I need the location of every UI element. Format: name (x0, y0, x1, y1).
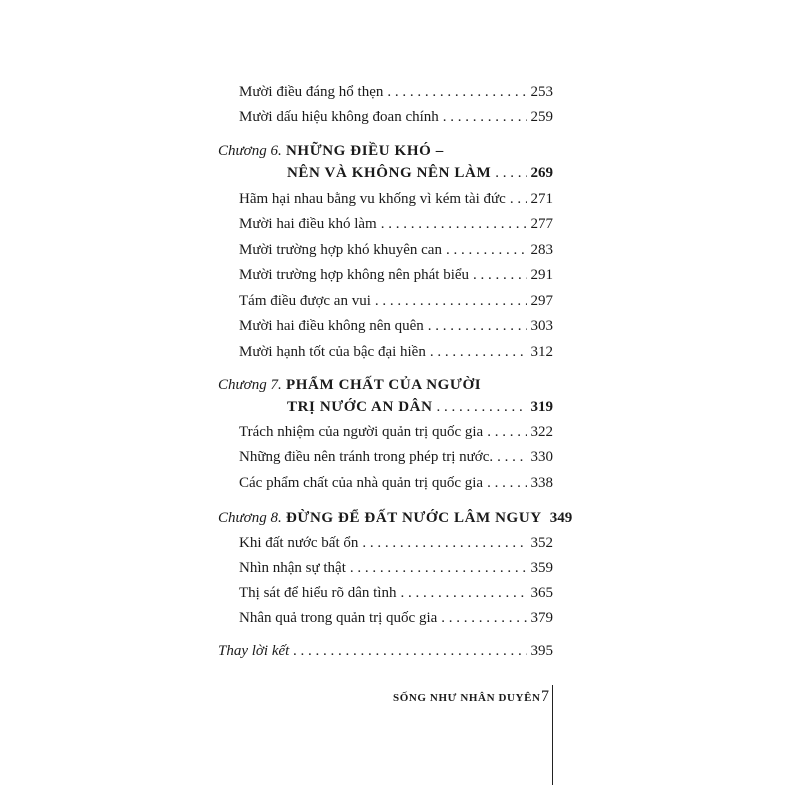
leader-dots (362, 533, 526, 553)
toc-entry-page: 359 (530, 560, 553, 576)
toc-entry (239, 533, 553, 553)
chapter-page: 319 (530, 399, 553, 415)
chapter-heading-continued (287, 163, 553, 183)
toc-entry-title: Mười điều đáng hổ thẹn (239, 84, 384, 100)
toc-entry-page: 352 (530, 535, 553, 551)
chapter-label: Chương 8. (218, 510, 282, 526)
chapter-title: TRỊ NƯỚC AN DÂN (287, 399, 433, 415)
chapter-title: NHỮNG ĐIỀU KHÓ – (286, 143, 444, 159)
leader-dots (387, 82, 526, 102)
toc-entry-page: 338 (530, 475, 553, 491)
toc-entry (239, 214, 553, 234)
toc-entry-page: 312 (530, 344, 553, 360)
toc-entry (239, 583, 553, 603)
toc-entry-page: 271 (530, 191, 553, 207)
toc-entry-title: Các phẩm chất của nhà quản trị quốc gia (239, 475, 484, 491)
chapter-title: NÊN VÀ KHÔNG NÊN LÀM (287, 165, 492, 181)
page-number: 7 (541, 688, 549, 705)
toc-entry-title: Nhìn nhận sự thật (239, 560, 346, 576)
chapter-label: Chương 6. (218, 143, 282, 159)
leader-dots (375, 291, 527, 311)
chapter-heading (218, 508, 573, 528)
toc-entry-closing (218, 641, 553, 661)
leader-dots (497, 447, 526, 467)
toc-entry (239, 608, 553, 628)
toc-entry (239, 107, 553, 127)
toc-entry-title: Nhân quả trong quản trị quốc gia (239, 610, 438, 626)
chapter-heading-continued (287, 397, 553, 417)
toc-entry-page: 259 (530, 109, 553, 125)
toc-entry (239, 447, 553, 467)
toc-entry (239, 189, 553, 209)
toc-entry (239, 82, 553, 102)
chapter-page: 349 (549, 510, 573, 526)
toc-entry-page: 283 (530, 242, 553, 258)
leader-dots (428, 316, 527, 336)
leader-dots (437, 397, 527, 417)
toc-entry-title: Thị sát để hiểu rõ dân tình (239, 585, 397, 601)
toc-entry (239, 316, 553, 336)
chapter-title: ĐỪNG ĐỂ ĐẤT NƯỚC LÂM NGUY (286, 510, 542, 526)
leader-dots (350, 558, 527, 578)
toc-entry-page: 379 (530, 610, 553, 626)
toc-entry-page: 395 (530, 643, 553, 659)
toc-entry (239, 240, 553, 260)
toc-entry-page: 277 (530, 216, 553, 232)
toc-entry (239, 422, 553, 442)
leader-dots (446, 240, 527, 260)
toc-entry (239, 342, 553, 362)
toc-entry-title: Tám điều được an vui (239, 293, 371, 309)
toc-entry-title: Mười trường hợp không nên phát biểu (239, 267, 470, 283)
toc-entry-page: 291 (530, 267, 553, 283)
chapter-page: 269 (530, 165, 553, 181)
chapter-title: PHẨM CHẤT CỦA NGƯỜI (286, 377, 482, 393)
chapter-label: Chương 7. (218, 377, 282, 393)
toc-entry-title: Mười trường hợp khó khuyên can (239, 242, 442, 258)
toc-entry-page: 365 (530, 585, 553, 601)
toc-entry-title: Mười hai điều khó làm (239, 216, 377, 232)
toc-entry-title: Mười dấu hiệu không đoan chính (239, 109, 439, 125)
toc-entry-page: 330 (530, 449, 553, 465)
leader-dots (510, 189, 527, 209)
toc-entry-title: Thay lời kết (218, 643, 290, 659)
toc-entry-page: 322 (530, 424, 553, 440)
leader-dots (443, 107, 527, 127)
toc-entry-title: Mười hạnh tốt của bậc đại hiền (239, 344, 426, 360)
leader-dots (487, 422, 526, 442)
chapter-heading (218, 141, 553, 161)
leader-dots (441, 608, 526, 628)
leader-dots (430, 342, 527, 362)
leader-dots (473, 265, 526, 285)
toc-entry-title: Mười hai điều không nên quên (239, 318, 424, 334)
running-footer-title: SỐNG NHƯ NHÂN DUYÊN (393, 692, 541, 704)
toc-entry-page: 297 (530, 293, 553, 309)
leader-dots (400, 583, 526, 603)
toc-entry (239, 558, 553, 578)
toc-entry-page: 303 (530, 318, 553, 334)
footer-vertical-rule (552, 685, 553, 785)
toc-entry-page: 253 (530, 84, 553, 100)
chapter-heading (218, 375, 553, 395)
toc-entry-title: Khi đất nước bất ổn (239, 535, 359, 551)
leader-dots (495, 163, 526, 183)
toc-entry (239, 265, 553, 285)
leader-dots (293, 641, 526, 661)
toc-entry (239, 291, 553, 311)
toc-entry-title: Hãm hại nhau bằng vu khống vì kém tài đức (239, 191, 506, 207)
leader-dots (487, 473, 526, 493)
toc-entry (239, 473, 553, 493)
toc-entry-title: Trách nhiệm của người quản trị quốc gia (239, 424, 484, 440)
leader-dots (381, 214, 527, 234)
toc-entry-title: Những điều nên tránh trong phép trị nước. (239, 449, 494, 465)
